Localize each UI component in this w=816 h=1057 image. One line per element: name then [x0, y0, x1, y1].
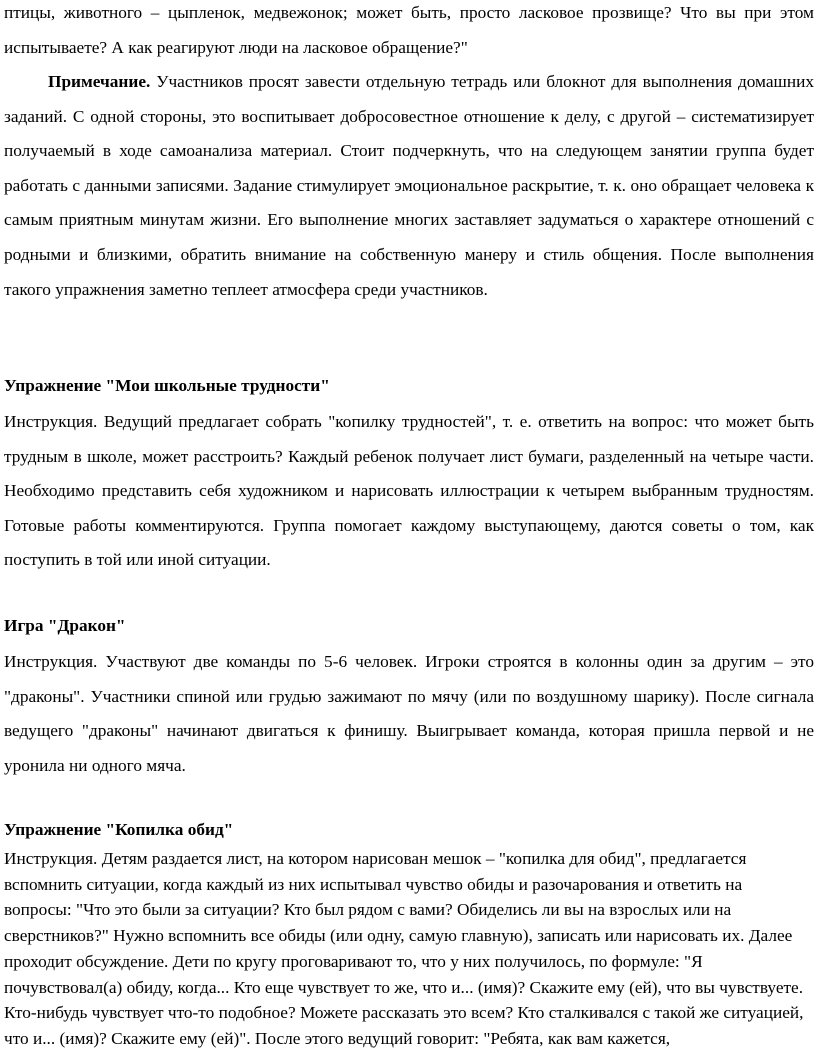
- section-heading-dragon-game: Игра "Дракон": [4, 616, 126, 635]
- note-paragraph: [4, 65, 814, 307]
- note-text: Участников просят завести отдельную тетрадь или блокнот для выполнения домашних заданий. С одной стороны, это воспитывает добросовестное отношение к делу, с другой – систематизирует получаемый в ходе самоанализа материал. Стоит подчеркнуть, что на следующем занятии группа будет работать с данными записями. Задание стимулирует эмоциональное раскрытие, т. к. оно обращает человека к самым приятным минутам жизни. Его выполнение многих заставляет задуматься о характере отношений с родными и близкими, обратить внимание на собственную манеру и стиль общения. После выполнения такого упражнения заметно теплеет атмосфера среди участников.: [4, 72, 814, 299]
- section-text-dragon-game: Инструкция. Участвуют две команды по 5-6 человек. Игроки строятся в колонны один за другим – это "драконы". Участники спиной или грудью зажимают по мячу (или по воздушному шарику). После сигнала ведущего "драконы" начинают двигаться к финишу. Выигрывает команда, которая пришла первой и не уронила ни одного мяча.: [4, 652, 814, 775]
- section-text-grievance-bank: Инструкция. Детям раздается лист, на котором нарисован мешок – "копилка для обид", предлагается вспомнить ситуации, когда каждый из них испытывал чувство обиды и разочарования и ответить на вопросы: "Что это были за ситуации? Кто был рядом с вами? Обиделись ли вы на взрослых или на сверстников?" Нужно вспомнить все обиды (или одну, самую главную), записать или нарисовать их. Далее проходит обсуждение. Дети по кругу проговаривают то, что у них получилось, по формуле: "Я почувствовал(а) обиду, когда... Кто еще чувствует то же, что и... (имя)? Скажите ему (ей), что вы чувствуете. Кто-нибудь чувствует что-то подобное? Можете рассказать это всем? Кто сталкивался с такой же ситуацией, что и... (имя)? Скажите ему (ей)". После этого ведущий говорит: "Ребята, как вам кажется,: [4, 849, 804, 1048]
- section-heading-school-difficulties: Упражнение "Мои школьные трудности": [4, 376, 330, 395]
- intro-tail-paragraph: птицы, животного – цыпленок, медвежонок; может быть, просто ласковое прозвище? Что вы при этом испытываете? А как реагируют люди на ласковое обращение?": [4, 3, 814, 57]
- section-text-school-difficulties: Инструкция. Ведущий предлагает собрать "копилку трудностей", т. е. ответить на вопрос: что может быть трудным в школе, может расстроить? Каждый ребенок получает лист бумаги, разделенный на четыре части. Необходимо представить себя художником и нарисовать иллюстрации к четырем выбранным трудностям. Готовые работы комментируются. Группа помогает каждому выступающему, даются советы о том, как поступить в той или иной ситуации.: [4, 412, 814, 570]
- section-heading-grievance-bank: Упражнение "Копилка обид": [4, 820, 234, 839]
- note-label: Примечание.: [48, 72, 151, 91]
